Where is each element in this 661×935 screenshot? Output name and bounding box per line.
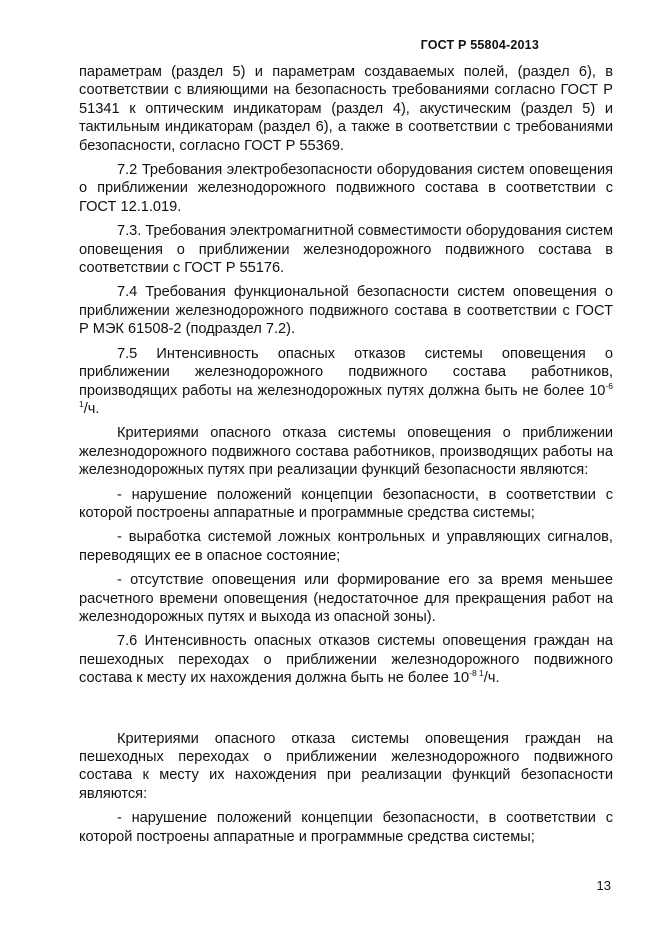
paragraph-7-5 [79,345,613,419]
page-number: 13 [596,878,611,893]
paragraph-7-5-text: 7.5 Интенсивность опасных отказов системы оповещения о приближении железнодорожного подвижного состава работников, производящих работы на железнодорожных путях должна быть не более 10 [79,345,613,399]
paragraph-criteria-citizens: Критериями опасного отказа системы оповещения граждан на пешеходных переходах о приближении железнодорожного подвижного состава к месту их нахождения при реализации функций безопасности являются: [79,730,613,802]
paragraph-7-5-exponent: -6 1 [79,380,613,409]
list-item-concept-violation: - нарушение положений концепции безопасности, в соответствии с которой построены аппаратные и программные средства системы; [79,486,613,521]
list-item-no-warning: - отсутствие оповещения или формирование его за время меньшее расчетного времени оповещения (недостаточное для прекращения работ на железнодорожных путях и выхода из опасной зоны). [79,572,613,625]
paragraph-7-6 [79,632,613,687]
list-item-concept-violation-2: - нарушение положений концепции безопасности, в соответствии с которой построены аппаратные и программные средства системы; [79,810,613,845]
vertical-gap [79,694,613,730]
paragraph-7-4: 7.4 Требования функциональной безопасности систем оповещения о приближении железнодорожного подвижного состава в соответствии с ГОСТ Р МЭК 61508-2 (подраздел 7.2). [79,284,613,338]
paragraph-7-6-unit: /ч. [483,670,500,687]
document-code-header: ГОСТ Р 55804-2013 [420,38,539,52]
paragraph-7-5-unit: /ч. [83,400,100,417]
list-item-false-signals: - выработка системой ложных контрольных и управляющих сигналов, переводящих ее в опасное состояние; [79,529,613,564]
document-body [79,63,613,852]
paragraph-7-3: 7.3. Требования электромагнитной совместимости оборудования систем оповещения о приближении железнодорожного подвижного состава в соответствии с ГОСТ Р 55176. [79,223,613,277]
paragraph-7-2: 7.2 Требования электробезопасности оборудования систем оповещения о приближении железнодорожного подвижного состава в соответствии с ГОСТ 12.1.019. [79,162,613,215]
paragraph-7-6-exponent: -8 1 [469,668,484,679]
paragraph-continuation: параметрам (раздел 5) и параметрам создаваемых полей, (раздел 6), в соответствии с влияющими на безопасность требованиями согласно ГОСТ Р 51341 к оптическим индикаторам (раздел 4), акустическим (раздел 5) и тактильным индикаторам (раздел 6), а также в соответствии с требованиями безопасности, согласно ГОСТ Р 55369. [79,64,613,154]
paragraph-criteria-workers: Критериями опасного отказа системы оповещения о приближении железнодорожного подвижного состава работников, производящих работы на железнодорожных путях при реализации функций безопасности являются: [79,425,613,479]
paragraph-7-6-text: 7.6 Интенсивность опасных отказов системы оповещения граждан на пешеходных переходах о приближении железнодорожного подвижного состава к месту их нахождения должна быть не более 10 [79,633,613,687]
